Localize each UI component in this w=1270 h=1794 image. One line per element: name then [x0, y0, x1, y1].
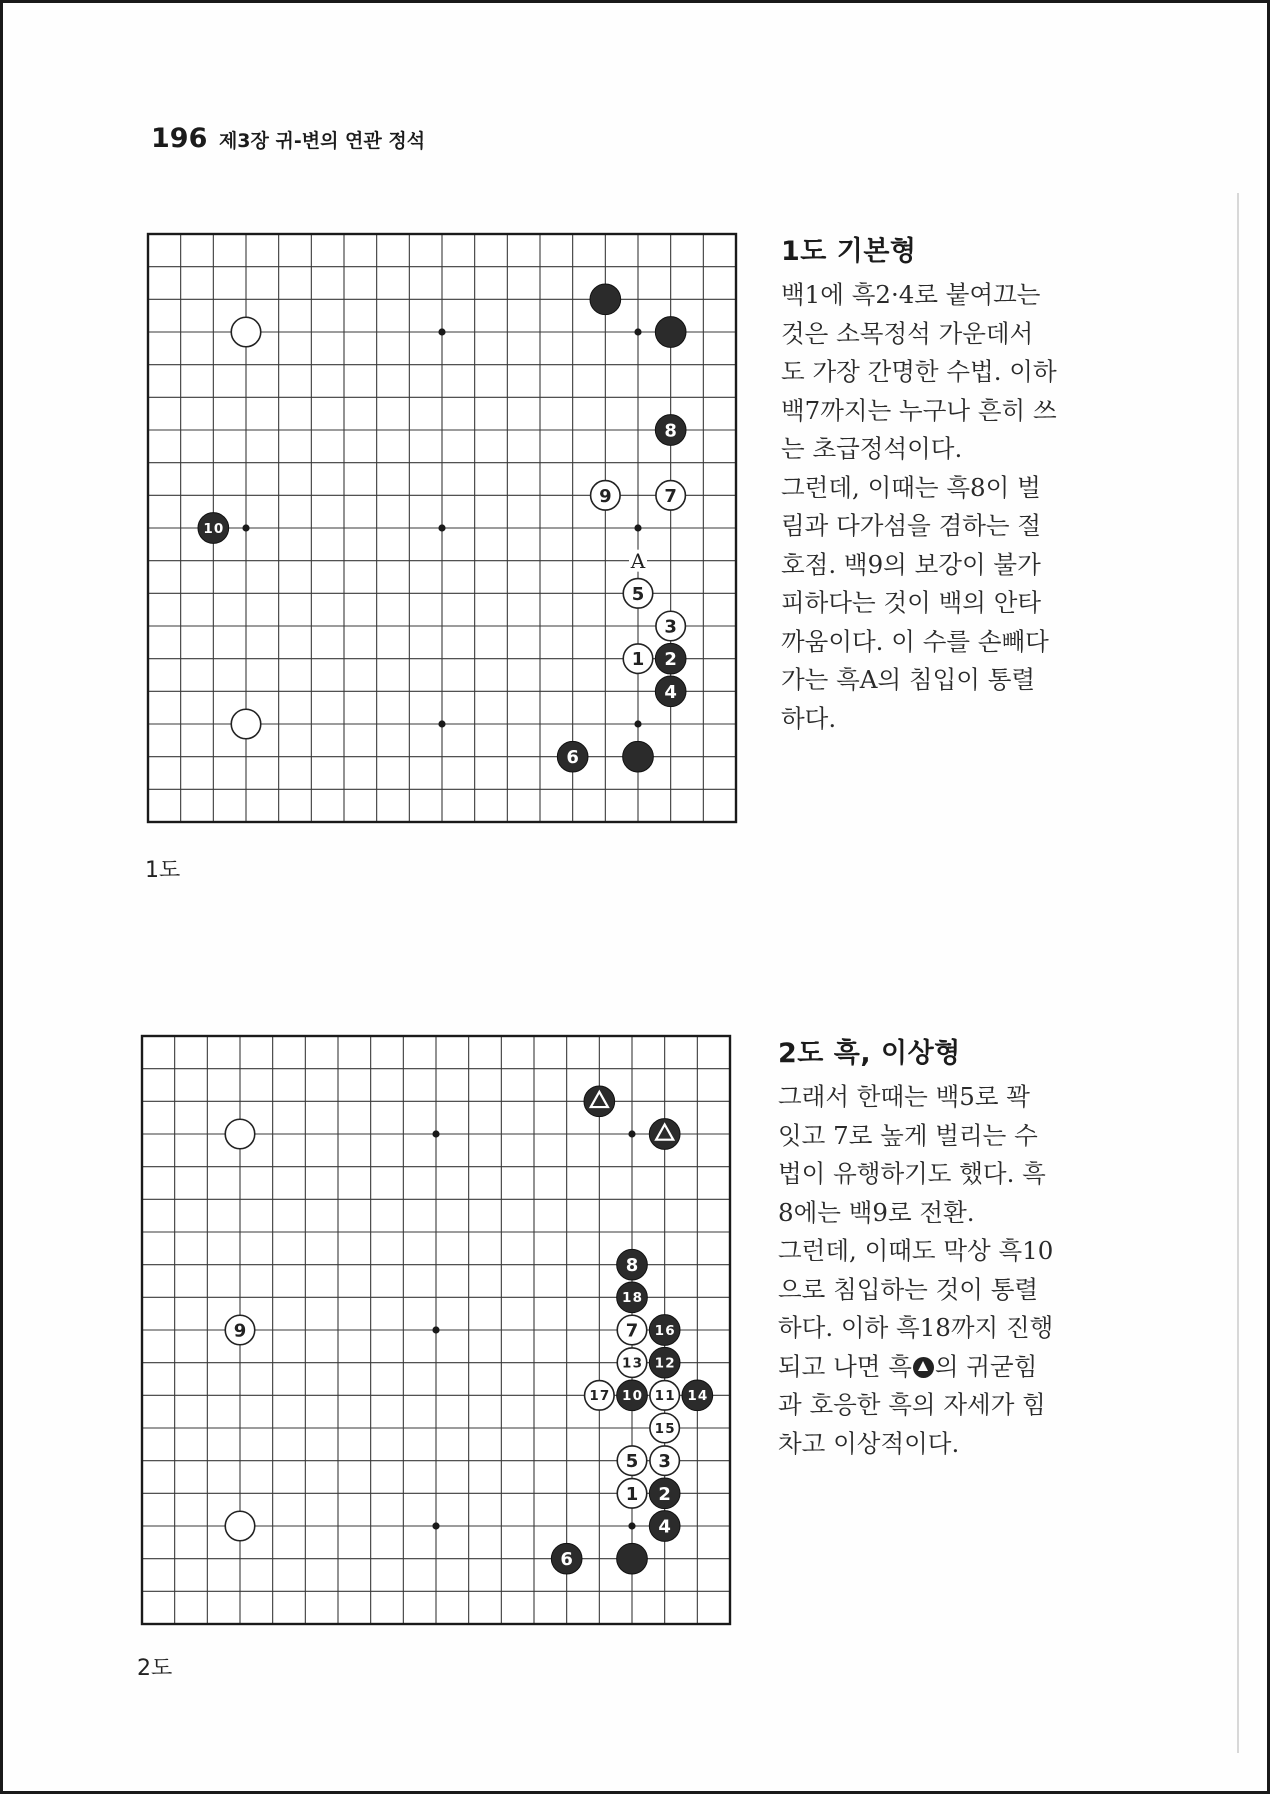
black-stone	[655, 676, 686, 707]
white-stone	[617, 1479, 647, 1509]
text-line: 잇고 7로 높게 벌리는 수	[778, 1120, 1038, 1150]
text-line: 차고 이상적이다.	[778, 1428, 960, 1458]
text-line: 그런데, 이때도 막상 흑10	[778, 1236, 1054, 1265]
black-stone	[649, 1511, 680, 1542]
black-stone	[649, 1478, 680, 1509]
move-number: 4	[664, 681, 677, 703]
move-number: 12	[654, 1355, 675, 1372]
text-line: 그런데, 이때는 흑8이 벌	[781, 472, 1041, 502]
move-number: 6	[566, 747, 579, 769]
white-stone	[656, 481, 686, 511]
text-line: 는 초급정석이다.	[781, 434, 963, 463]
marked-black-stone-icon	[913, 1357, 934, 1378]
text-line	[781, 738, 1081, 777]
star-point	[432, 1522, 439, 1529]
text-line: 것은 소목정석 가운데서	[781, 318, 1034, 348]
move-number: 2	[658, 1483, 671, 1505]
white-stone	[231, 317, 261, 347]
section-2-heading: 2도 흑, 이상형	[778, 1038, 961, 1069]
white-stone	[623, 644, 653, 674]
star-point	[438, 720, 445, 727]
white-stone	[585, 1381, 615, 1411]
text-line: 하다.	[781, 703, 837, 733]
move-number: 7	[664, 485, 677, 507]
star-point	[438, 524, 445, 531]
text-line: 백7까지는 누구나 흔히 쓰	[781, 395, 1057, 425]
black-stone	[649, 1315, 680, 1346]
black-stone	[617, 1543, 648, 1574]
move-number: 10	[203, 520, 224, 537]
move-number: 14	[687, 1388, 708, 1405]
text-line: 백1에 흑2·4로 붙여끄는	[781, 280, 1041, 309]
star-point	[634, 328, 641, 335]
diagram-2-caption: 2도	[137, 1656, 173, 1681]
star-point	[634, 720, 641, 727]
move-number: 3	[658, 1451, 671, 1473]
black-stone	[682, 1380, 713, 1411]
move-number: 13	[622, 1355, 642, 1372]
move-number: 2	[664, 649, 677, 671]
black-stone	[655, 317, 686, 348]
black-stone	[623, 741, 654, 772]
white-stone	[617, 1348, 647, 1378]
black-stone	[617, 1249, 648, 1280]
text-line: 8에는 백9로 전환.	[778, 1197, 975, 1227]
star-point	[628, 1130, 635, 1137]
text-line: 가는 흑A의 침입이 통렬	[781, 665, 1036, 694]
text-line: 피하다는 것이 백의 안타	[781, 588, 1042, 617]
move-number: 18	[622, 1290, 642, 1307]
diagram-1-board	[145, 231, 739, 825]
section-1-body	[781, 276, 1081, 777]
star-point	[634, 524, 641, 531]
text-line: 과 호응한 흑의 자세가 힘	[778, 1390, 1046, 1419]
move-number: 6	[560, 1549, 573, 1571]
white-stone	[617, 1446, 647, 1476]
move-number: 5	[631, 583, 645, 605]
black-stone	[584, 1086, 615, 1117]
black-stone	[617, 1282, 648, 1313]
star-point	[432, 1326, 439, 1333]
move-number: 17	[589, 1388, 610, 1405]
white-stone	[650, 1413, 680, 1443]
move-number: 1	[631, 649, 645, 671]
chapter-title: 제3장 귀-변의 연관 정석	[218, 130, 426, 152]
running-header	[151, 123, 425, 154]
white-stone	[650, 1381, 680, 1411]
diagram-2-board	[139, 1033, 733, 1627]
white-stone	[617, 1315, 647, 1345]
move-number: 7	[625, 1320, 639, 1342]
black-stone	[649, 1119, 680, 1150]
text-line	[778, 1348, 1078, 1387]
white-stone	[656, 611, 686, 641]
black-stone	[655, 643, 686, 674]
move-number: 9	[233, 1320, 247, 1342]
black-stone	[198, 513, 229, 544]
move-number: 9	[599, 485, 612, 507]
text-line: 호점. 백9의 보강이 불가	[781, 549, 1041, 579]
white-stone	[623, 579, 653, 609]
white-stone	[591, 481, 621, 511]
text-line: 까움이다. 이 수를 손빼다	[781, 626, 1049, 656]
white-stone	[650, 1446, 680, 1476]
star-point	[438, 328, 445, 335]
text-line: 으로 침입하는 것이 통렬	[778, 1274, 1039, 1304]
move-number: 8	[625, 1255, 639, 1277]
diagram-1-svg	[145, 231, 739, 825]
text-line: 그래서 한때는 백5로 꽉	[778, 1082, 1030, 1111]
black-stone	[551, 1543, 582, 1574]
move-number: 15	[654, 1420, 675, 1437]
white-stone	[225, 1511, 255, 1541]
move-number: 4	[658, 1516, 671, 1538]
text-line: 림과 다가섬을 겸하는 절	[781, 511, 1042, 540]
move-number: 16	[654, 1322, 675, 1339]
star-point	[628, 1522, 635, 1529]
text-line: 도 가장 간명한 수법. 이하	[781, 357, 1057, 386]
black-stone	[655, 415, 686, 446]
point-label: A	[630, 549, 646, 574]
star-point	[242, 524, 249, 531]
section-1-heading: 1도 기본형	[781, 236, 917, 267]
black-stone	[617, 1380, 648, 1411]
section-2-body	[778, 1078, 1078, 1463]
move-number: 3	[664, 616, 677, 638]
move-number: 5	[625, 1451, 639, 1473]
diagram-2-svg	[139, 1033, 733, 1627]
black-stone	[557, 741, 588, 772]
page-number: 196	[151, 123, 208, 154]
star-point	[432, 1130, 439, 1137]
white-stone	[225, 1315, 255, 1345]
black-stone	[649, 1347, 680, 1378]
move-number: 1	[625, 1483, 639, 1505]
diagram-1-caption: 1도	[145, 858, 181, 883]
move-number: 11	[654, 1388, 675, 1405]
black-stone	[590, 284, 621, 315]
white-stone	[231, 709, 261, 739]
move-number: 10	[622, 1388, 642, 1405]
text-fragment: 되고 나면 흑	[778, 1351, 912, 1381]
move-number: 8	[664, 420, 677, 442]
text-line: 법이 유행하기도 했다. 흑	[778, 1159, 1046, 1188]
white-stone	[225, 1119, 255, 1149]
text-fragment: 의 귀굳힘	[934, 1351, 1038, 1381]
page-edge-shadow	[1237, 193, 1239, 1753]
text-line: 하다. 이하 흑18까지 진행	[778, 1313, 1054, 1342]
